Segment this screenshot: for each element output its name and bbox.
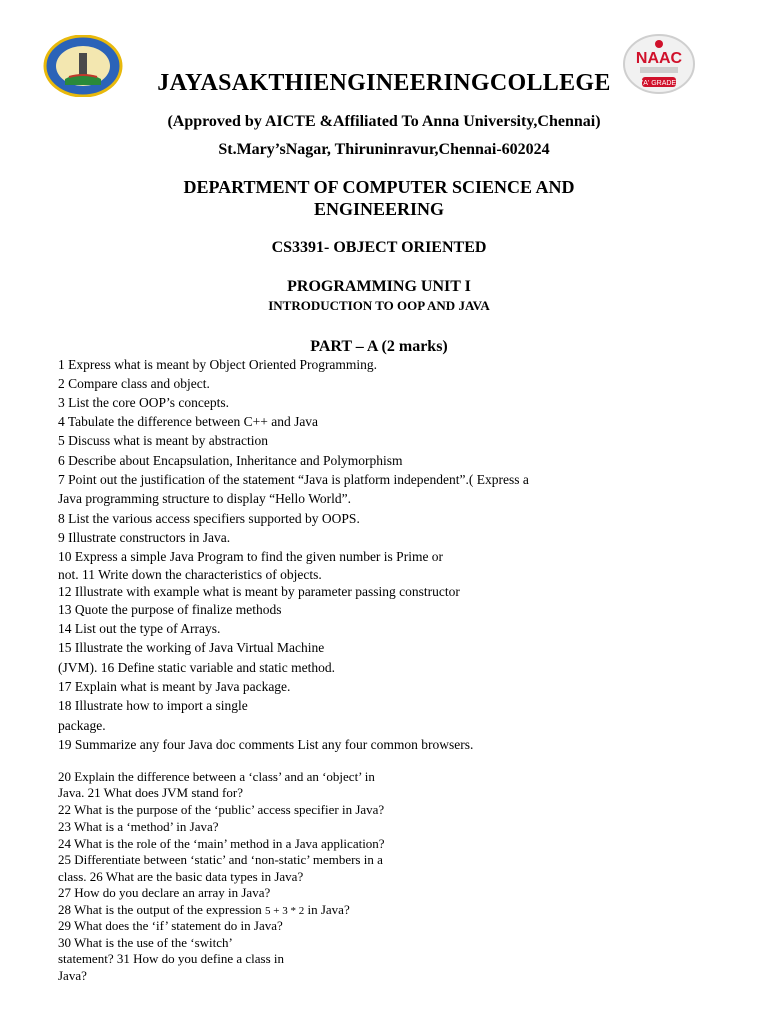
question-line: 18 Illustrate how to import a single	[58, 698, 248, 713]
question-line: 23 What is a ‘method’ in Java?	[58, 819, 219, 834]
question-line: 8 List the various access specifiers supported by OOPS.	[58, 511, 360, 526]
question-line: not. 11 Write down the characteristics of objects.	[58, 567, 322, 582]
question-line: 12 Illustrate with example what is meant by parameter passing constructor	[58, 584, 460, 599]
question-line: 29 What does the ‘if’ statement do in Java?	[58, 918, 283, 933]
question-line: 4 Tabulate the difference between C++ and Java	[58, 414, 319, 429]
course-title: CS3391- OBJECT ORIENTED	[271, 239, 487, 256]
question-line: 14 List out the type of Arrays.	[58, 621, 221, 636]
svg-text:'A' GRADE: 'A' GRADE	[641, 80, 677, 87]
question-line: 24 What is the role of the ‘main’ method in a Java application?	[58, 836, 385, 851]
question-line: (JVM). 16 Define static variable and static method.	[58, 660, 336, 675]
question-line: 25 Differentiate between ‘static’ and ‘non-static’ members in a	[58, 852, 383, 867]
question-line: Java?	[58, 968, 87, 983]
approval-line: (Approved by AICTE &Affiliated To Anna University,Chennai)	[167, 113, 601, 130]
unit-title: PROGRAMMING UNIT I	[287, 278, 471, 295]
question-line: 5 Discuss what is meant by abstraction	[58, 433, 268, 448]
address-line: St.Mary’sNagar, Thiruninravur,Chennai-602024	[218, 141, 550, 158]
question-line: 6 Describe about Encapsulation, Inheritance and Polymorphism	[58, 453, 403, 468]
question-line-28	[58, 902, 350, 918]
question-line: 10 Express a simple Java Program to find the given number is Prime or	[58, 549, 444, 564]
question-line: statement? 31 How do you define a class in	[58, 951, 284, 966]
question-line: 13 Quote the purpose of finalize methods	[58, 602, 282, 617]
question-line: 20 Explain the difference between a ‘class’ and an ‘object’ in	[58, 769, 375, 784]
question-line: 7 Point out the justification of the statement “Java is platform independent”.( Express a	[58, 472, 529, 487]
department-line-2: ENGINEERING	[313, 199, 445, 219]
question-line: 22 What is the purpose of the ‘public’ access specifier in Java?	[58, 802, 385, 817]
question-line: 15 Illustrate the working of Java Virtual Machine	[58, 640, 325, 655]
question-line: Java. 21 What does JVM stand for?	[58, 785, 243, 800]
question-line: 30 What is the use of the ‘switch’	[58, 935, 233, 950]
college-name: JAYASAKTHIENGINEERINGCOLLEGE	[157, 70, 611, 96]
question-28-suffix: in Java?	[304, 902, 350, 917]
question-line: 1 Express what is meant by Object Oriented Programming.	[58, 357, 378, 372]
question-28-expression: 5 + 3 * 2	[265, 905, 305, 917]
department-line-1: DEPARTMENT OF COMPUTER SCIENCE AND	[183, 177, 575, 197]
question-line: class. 26 What are the basic data types in Java?	[58, 869, 304, 884]
question-line: package.	[58, 718, 106, 733]
department-title	[0, 176, 758, 220]
question-28-prefix: 28 What is the output of the expression	[58, 902, 266, 917]
question-line: 3 List the core OOP’s concepts.	[58, 395, 229, 410]
question-line: 2 Compare class and object.	[58, 376, 210, 391]
question-line: 27 How do you declare an array in Java?	[58, 885, 271, 900]
unit-subtitle: INTRODUCTION TO OOP AND JAVA	[268, 298, 490, 313]
part-a-heading: PART – A (2 marks)	[310, 338, 448, 355]
question-line: Java programming structure to display “Hello World”.	[58, 491, 351, 506]
question-line: 17 Explain what is meant by Java package.	[58, 679, 291, 694]
question-line: 19 Summarize any four Java doc comments List any four common browsers.	[58, 737, 474, 752]
question-line: 9 Illustrate constructors in Java.	[58, 530, 231, 545]
svg-text:NAAC: NAAC	[635, 50, 683, 67]
